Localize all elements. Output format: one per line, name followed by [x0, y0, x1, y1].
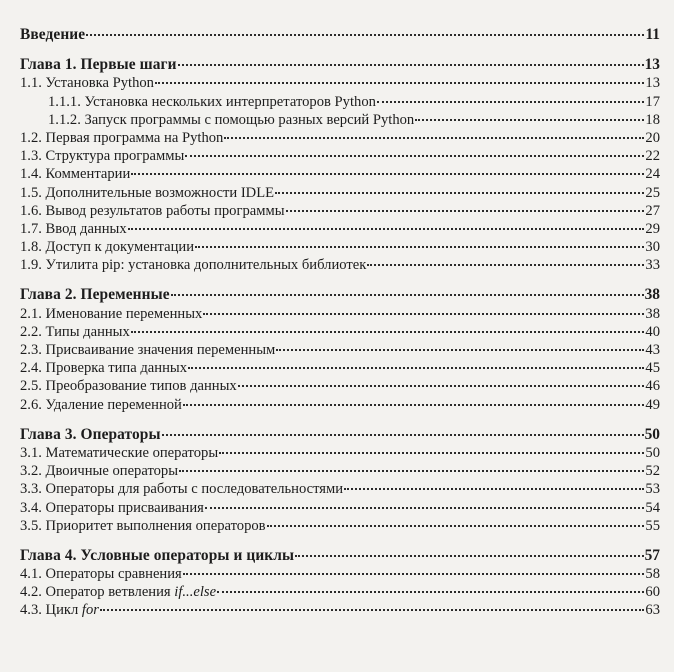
toc-entry-title-text: 3.3. Операторы для работы с последовательностями: [20, 481, 344, 498]
toc-entry-title: [20, 165, 130, 183]
toc-entry-page: 49: [645, 396, 660, 413]
toc-entry-chapter[interactable]: [20, 286, 660, 304]
toc-entry-page: 52: [645, 463, 660, 480]
toc-entry-subsubsection[interactable]: [20, 111, 660, 129]
toc-entry-title: [20, 517, 266, 535]
toc-entry-subsection[interactable]: [20, 444, 660, 462]
toc-entry-chapter[interactable]: [20, 56, 660, 74]
toc-entry-title: [20, 444, 218, 462]
toc-entry-title-text: 3.5. Приоритет выполнения операторов: [20, 517, 266, 534]
toc-entry-title: [20, 341, 275, 359]
toc-entry-title: [20, 147, 184, 165]
toc-entry-title: [20, 359, 187, 377]
toc-entry-title: Глава 1. Первые шаги: [20, 56, 177, 74]
toc-entry-page: 58: [645, 566, 660, 583]
toc-entry-subsection[interactable]: [20, 583, 660, 601]
toc-entry-page: 17: [645, 93, 660, 110]
toc-entry-subsection[interactable]: [20, 202, 660, 220]
toc-chapters: [20, 56, 660, 619]
toc-entry-subsection[interactable]: [20, 220, 660, 238]
toc-entry-page: 38: [644, 286, 660, 304]
toc-entry-title-text: 1.8. Доступ к документации: [20, 239, 195, 256]
toc-entry-page: 24: [645, 166, 660, 183]
dot-leader: [185, 155, 644, 157]
toc-entry-intro[interactable]: [20, 26, 660, 44]
toc-entry-title-text: 1.4. Комментарии: [20, 166, 131, 183]
toc-entry-subsection[interactable]: [20, 184, 660, 202]
toc-entry-page: 13: [644, 56, 660, 74]
toc-entry-title: [20, 377, 237, 395]
toc-entry-subsection[interactable]: [20, 305, 660, 323]
toc-entry-title: Глава 4. Условные операторы и циклы: [20, 546, 295, 564]
toc-entry-subsection[interactable]: [20, 462, 660, 480]
toc-entry-title: [20, 256, 366, 274]
toc-entry-page: 45: [645, 360, 660, 377]
toc-entry-title: [20, 565, 182, 583]
toc-entry-title-text: 4.1. Операторы сравнения: [20, 566, 182, 583]
toc-entry-chapter[interactable]: [20, 426, 660, 444]
dot-leader: [179, 470, 644, 472]
dot-leader: [183, 573, 645, 575]
toc-entry-page: 63: [645, 602, 660, 619]
toc-entry-page: 33: [645, 257, 660, 274]
toc-entry-page: 22: [645, 148, 660, 165]
dot-leader: [178, 64, 644, 66]
toc-entry-title-text: 1.7. Ввод данных: [20, 220, 127, 237]
toc-entry-page: 20: [645, 129, 660, 146]
toc-entry-page: 27: [645, 202, 660, 219]
toc-entry-page: 50: [644, 425, 660, 443]
toc-entry-title-text: 1.5. Дополнительные возможности IDLE: [20, 184, 275, 201]
dot-leader: [155, 82, 644, 84]
toc-entry-title-text: 1.1.2. Запуск программы с помощью разных версий Python: [48, 111, 415, 128]
dot-leader: [86, 34, 644, 36]
toc-entry-title: [20, 305, 202, 323]
dot-leader: [224, 137, 644, 139]
toc-entry-title: [48, 93, 376, 111]
dot-leader: [415, 119, 644, 121]
toc-entry-title-text: 1.6. Вывод результатов работы программы: [20, 202, 285, 219]
toc-entry-page: 50: [645, 444, 660, 461]
toc-entry-page: 29: [645, 220, 660, 237]
dot-leader: [171, 294, 644, 296]
dot-leader: [128, 228, 645, 230]
toc-entry-title-text: 1.2. Первая программа на Python: [20, 129, 224, 146]
toc-entry-title-text: 2.2. Типы данных: [20, 323, 130, 340]
toc-entry-page: 46: [645, 378, 660, 395]
dot-leader: [203, 313, 644, 315]
toc-entry-subsection[interactable]: [20, 74, 660, 92]
toc-entry-title-text: 1.1.1. Установка нескольких интерпретаторов Python: [48, 93, 376, 110]
dot-leader: [267, 525, 645, 527]
toc-entry-title: [20, 202, 285, 220]
dot-leader: [131, 173, 644, 175]
dot-leader: [217, 591, 644, 593]
dot-leader: [276, 349, 644, 351]
toc-entry-title: [20, 184, 274, 202]
toc-entry-title-text: 3.2. Двоичные операторы: [20, 463, 179, 480]
dot-leader: [205, 507, 645, 509]
toc-entry-title-text: 1.9. Утилита pip: установка дополнительных библиотек: [20, 257, 367, 274]
toc-entry-page: 53: [645, 481, 660, 498]
toc-entry-title: Введение: [20, 26, 86, 43]
toc-entry-title-text: 2.1. Именование переменных: [20, 305, 203, 322]
toc-entry-title: [20, 74, 154, 92]
dot-leader: [344, 488, 644, 490]
toc-entry-subsubsection[interactable]: [20, 93, 660, 111]
toc-entry-subsection[interactable]: [20, 396, 660, 414]
dot-leader: [183, 404, 645, 406]
toc-entry-title-text: 4.3. Цикл: [20, 602, 82, 619]
toc-entry-page: 43: [645, 342, 660, 358]
dot-leader: [188, 367, 644, 369]
toc-entry-title: [20, 480, 343, 498]
dot-leader: [377, 101, 644, 103]
toc-entry-title-text: 3.1. Математические операторы: [20, 444, 219, 461]
dot-leader: [219, 452, 644, 454]
toc-entry-page: 38: [645, 305, 660, 322]
toc-entry-title: Глава 3. Операторы: [20, 425, 161, 443]
toc-entry-title-text: 2.5. Преобразование типов данных: [20, 378, 237, 395]
toc-entry-subsection[interactable]: [20, 601, 660, 619]
toc-entry-title: Глава 2. Переменные: [20, 286, 170, 304]
toc-entry-title-code: for: [81, 602, 99, 619]
toc-entry-subsection[interactable]: [20, 565, 660, 583]
dot-leader: [275, 192, 644, 194]
toc-entry-chapter[interactable]: [20, 547, 660, 565]
toc-entry-title: [20, 396, 182, 414]
toc-entry-title: [20, 462, 178, 480]
toc-entry-subsection[interactable]: [20, 165, 660, 183]
dot-leader: [295, 555, 643, 557]
toc-entry-subsection[interactable]: [20, 341, 660, 359]
dot-leader: [131, 331, 645, 333]
dot-leader: [367, 264, 644, 266]
toc-entry-page: 11: [645, 26, 660, 43]
toc-entry-title: [20, 129, 223, 147]
toc-chapter-section: [20, 426, 660, 535]
toc-entry-title: [20, 323, 130, 341]
toc-chapter-section: [20, 286, 660, 413]
toc-chapter-section: [20, 56, 660, 274]
dot-leader: [195, 246, 644, 248]
toc-entry-subsection[interactable]: [20, 256, 660, 274]
toc-entry-subsection[interactable]: [20, 238, 660, 256]
toc-entry-page: 60: [645, 584, 660, 601]
dot-leader: [238, 385, 645, 387]
toc-chapter-section: [20, 547, 660, 620]
toc-entry-title-text: 2.6. Удаление переменной: [20, 396, 182, 413]
toc-entry-page: 18: [645, 111, 660, 128]
toc-entry-title-code: if...else: [174, 584, 217, 601]
toc-entry-title-text: 1.1. Установка Python: [20, 75, 154, 92]
toc-entry-subsection[interactable]: [20, 499, 660, 517]
toc-intro-section: [20, 26, 660, 44]
toc-entry-page: 57: [644, 546, 660, 564]
toc-entry-subsection[interactable]: [20, 129, 660, 147]
toc-entry-page: 54: [645, 499, 660, 516]
toc-entry-title: [20, 238, 194, 256]
toc-entry-page: 55: [645, 517, 660, 534]
toc-entry-title-text: 1.3. Структура программы: [20, 148, 185, 165]
toc-entry-subsection[interactable]: [20, 377, 660, 395]
toc-entry-title-text: 3.4. Операторы присваивания: [20, 499, 204, 516]
toc-entry-subsection[interactable]: [20, 359, 660, 377]
toc-entry-subsection[interactable]: [20, 517, 660, 535]
toc-entry-title-text: 2.4. Проверка типа данных: [20, 360, 187, 377]
dot-leader: [286, 210, 645, 212]
toc-entry-title: [20, 601, 99, 619]
toc-entry-title: [48, 111, 414, 129]
toc-entry-page: 13: [645, 75, 660, 92]
toc-entry-title: [20, 499, 204, 517]
dot-leader: [100, 609, 644, 611]
toc-entry-subsection[interactable]: [20, 323, 660, 341]
toc-entry-subsection[interactable]: [20, 480, 660, 498]
toc-entry-subsection[interactable]: [20, 147, 660, 165]
dot-leader: [162, 434, 644, 436]
toc-entry-page: 40: [645, 323, 660, 340]
toc-entry-title-text: 4.2. Оператор ветвления: [20, 584, 175, 601]
toc-entry-title: [20, 220, 127, 238]
toc-entry-title-text: 2.3. Присваивание значения переменным: [20, 342, 276, 358]
toc-entry-page: 25: [645, 184, 660, 201]
toc-entry-page: 30: [645, 239, 660, 256]
toc-entry-title: [20, 583, 216, 601]
